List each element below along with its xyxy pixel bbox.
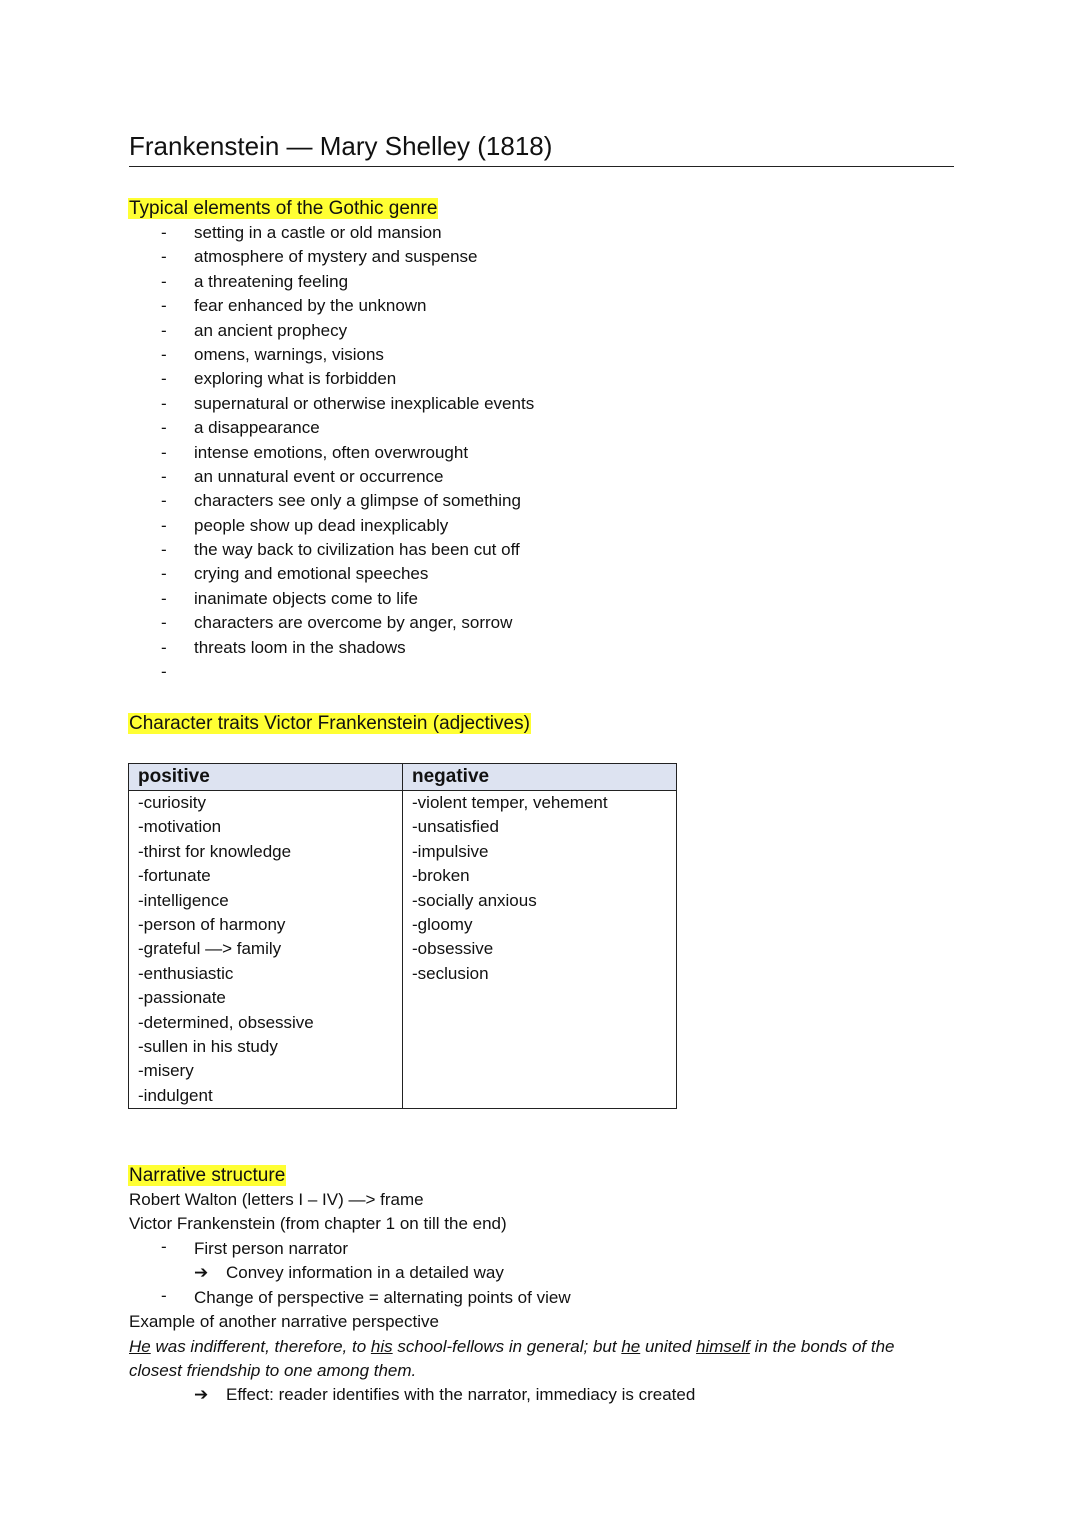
gothic-list-item: - an unnatural event or occurrence [129, 465, 534, 489]
gothic-list-item: - characters see only a glimpse of something [129, 489, 534, 513]
narrative-heading-text: Narrative structure [129, 1165, 286, 1186]
quote-text: school-fellows in general; but [392, 1337, 622, 1356]
gothic-list-item: - atmosphere of mystery and suspense [129, 245, 534, 269]
negative-trait: -socially anxious [412, 890, 537, 910]
quote-underlined-word: himself [696, 1337, 750, 1356]
positive-traits-column [129, 791, 403, 1109]
narrative-arrow-effect [194, 1383, 695, 1407]
positive-trait: -indulgent [138, 1085, 213, 1105]
traits-heading [128, 711, 531, 736]
negative-trait: -obsessive [412, 939, 494, 959]
gothic-list-item: - fear enhanced by the unknown [129, 294, 534, 318]
narrative-line-walton: Robert Walton (letters I – IV) —> frame [129, 1190, 424, 1209]
negative-trait: -violent temper, vehement [412, 793, 608, 812]
positive-trait: -thirst for knowledge [138, 841, 292, 861]
narrative-line-example: Example of another narrative perspective [129, 1312, 439, 1331]
positive-trait: -sullen in his study [138, 1036, 278, 1056]
gothic-list-item: - people show up dead inexplicably [129, 514, 534, 538]
positive-trait: -misery [138, 1061, 194, 1081]
negative-trait: -seclusion [412, 963, 489, 983]
positive-trait: -curiosity [138, 793, 207, 812]
negative-traits-column [403, 791, 677, 1109]
quote-underlined-word: his [370, 1337, 393, 1356]
quote-underlined-word: He [129, 1337, 151, 1356]
gothic-list-item: - crying and emotional speeches [129, 562, 534, 586]
gothic-list-item: - a disappearance [129, 416, 534, 440]
positive-header: positive [129, 764, 403, 791]
arrow-text: Effect: reader identifies with the narrator, immediacy is created [226, 1385, 696, 1404]
gothic-list-item: - threats loom in the shadows [129, 636, 534, 660]
narrative-sub-first-person: First person narrator [194, 1239, 348, 1258]
gothic-list-item: - omens, warnings, visions [129, 343, 534, 367]
gothic-list-item: - an ancient prophecy [129, 319, 534, 343]
negative-trait: -gloomy [412, 914, 473, 934]
positive-trait: -determined, obsessive [138, 1012, 314, 1032]
positive-trait: -person of harmony [138, 914, 286, 934]
negative-trait: -broken [412, 866, 470, 886]
gothic-list-item: - exploring what is forbidden [129, 367, 534, 391]
gothic-list-item [129, 660, 534, 684]
negative-header: negative [403, 764, 677, 791]
gothic-list-item: - characters are overcome by anger, sorrow [129, 611, 534, 635]
positive-trait: -grateful —> family [138, 939, 282, 959]
narrative-heading [128, 1163, 286, 1188]
quote-text: in the bonds of the closest friendship to one among them. [129, 1337, 895, 1380]
traits-heading-text: Character traits Victor Frankenstein (adjectives) [129, 713, 530, 734]
gothic-list-item: - the way back to civilization has been cut off [129, 538, 534, 562]
quote-underlined-word: he [621, 1337, 641, 1356]
gothic-list-item: - a threatening feeling [129, 270, 534, 294]
narrative-arrow-convey [194, 1261, 504, 1285]
positive-trait: -passionate [138, 988, 226, 1008]
quote-text: united [640, 1337, 697, 1356]
gothic-list-item: - inanimate objects come to life [129, 587, 534, 611]
gothic-heading-text: Typical elements of the Gothic genre [129, 198, 438, 219]
positive-trait: -enthusiastic [138, 963, 234, 983]
negative-trait: -impulsive [412, 841, 489, 861]
gothic-list-item: - setting in a castle or old mansion [129, 221, 534, 245]
positive-trait: -fortunate [138, 866, 211, 886]
traits-header-row [129, 764, 677, 791]
bullet-dash: - [161, 1237, 167, 1256]
traits-table [128, 763, 677, 1109]
narrative-sub-perspective: Change of perspective = alternating points of view [194, 1288, 571, 1307]
negative-trait: -unsatisfied [412, 817, 499, 837]
positive-trait: -motivation [138, 817, 222, 837]
bullet-dash: - [161, 1286, 167, 1305]
gothic-list-item: - intense emotions, often overwrought [129, 441, 534, 465]
page-title: Frankenstein — Mary Shelley (1818) [129, 128, 954, 167]
gothic-elements-list [129, 221, 534, 684]
narrative-line-victor: Victor Frankenstein (from chapter 1 on till the end) [129, 1214, 507, 1233]
arrow-right-icon: ➔ [194, 1263, 209, 1282]
gothic-list-item: - supernatural or otherwise inexplicable events [129, 392, 534, 416]
arrow-text: Convey information in a detailed way [226, 1263, 504, 1282]
example-quote [129, 1335, 949, 1383]
quote-text: was indifferent, therefore, to [150, 1337, 371, 1356]
positive-trait: -intelligence [138, 890, 229, 910]
gothic-heading [128, 196, 438, 221]
arrow-right-icon: ➔ [194, 1385, 209, 1404]
traits-body-row [129, 791, 677, 1109]
